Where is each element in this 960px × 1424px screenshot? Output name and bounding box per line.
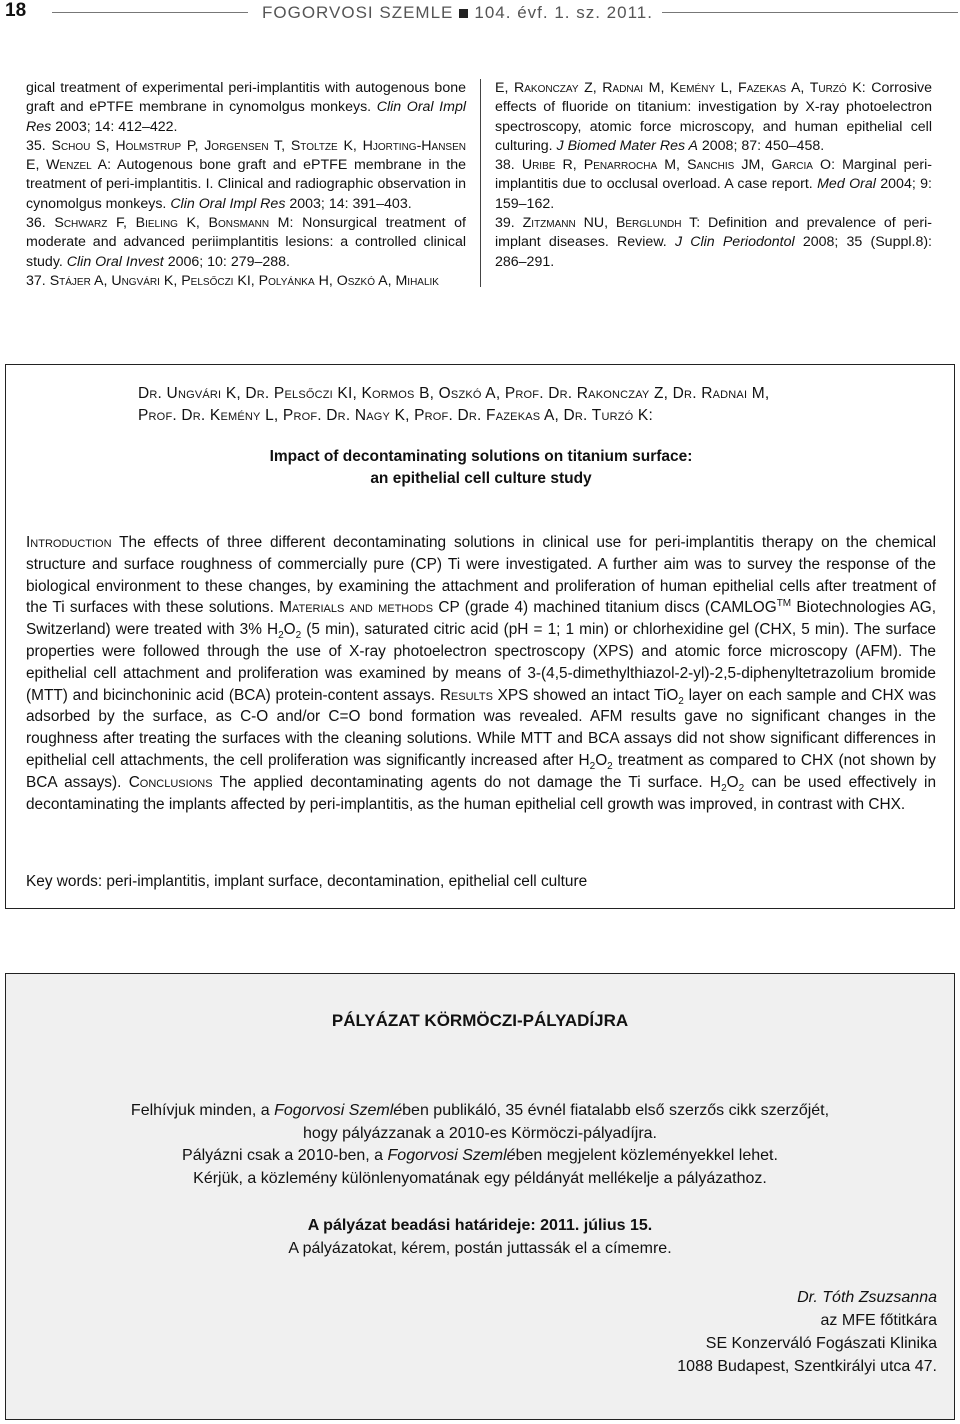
section-heading: Results (439, 686, 493, 704)
header-rule-right (662, 12, 958, 13)
mail-instruction: A pályázatokat, kérem, postán juttassák el a címemre. (288, 1239, 672, 1257)
abstract-body: Introduction The effects of three different decontaminating solutions in clinical use for peri-implantitis therapy on the chemical structure and surface roughness of commercially pure (CP) Ti were investigated. A further aim was to survey the response of the biological environment to these changes, by examining the attachment and proliferation of human epithelial cells after treatment of the Ti surfaces with these solutions. Materials and methods CP (grade 4) machined titanium discs (CAMLOG™ Biotechnologies AG, Switzerland) were treated with 3% $H_2O_2$ (5 min), saturated citric acid (pH = 1; 1 min) or chlorhexidine gel (CHX, 5 min). The surface properties were followed through the use of X-ray photoelectron spectroscopy (XPS) and atomic force microscopy (AFM). The epithelial cell attachment and proliferation was examined by means of 3-(4,5-dimethylthiazol-2-yl)-2,5-diphenyltetrazolium bromide (MTT) and bicinchoninic acid (BCA) protein-content assays. Results XPS showed an intact TiO$_2$ layer on each sample and CHX was adsorbed by the surface, as C-O and/or C=O bond formation was revealed. AFM results gave no significant changes in the roughness after treating the surfaces with the cleaning solutions. While MTT and BCA assays did not show significant differences in epithelial cell attachments, the cell proliferation was significantly increased after $H_2O_2$ treatment as compared to CHX (not shown by BCA assays). Conclusions The applied decontaminating agents do not damage the Ti surface. $H_2O_2$ can be used effectively in decontaminating the implants affected by peri-implantitis, as the human epithelial cell growth was improved, in contrast with CHX. (26, 534, 937, 813)
section-heading: Introduction (26, 534, 112, 551)
running-header (262, 2, 656, 24)
signature-org: SE Konzerváló Fogászati Klinika (705, 1335, 937, 1352)
prize-deadline (5, 1215, 955, 1260)
prize-title: PÁLYÁZAT KÖRMÖCZI-PÁLYADÍJRA (331, 1011, 629, 1030)
signature-address: 1088 Budapest, Szentkirályi utca 47. (677, 1358, 937, 1375)
references-left-column (26, 79, 466, 291)
signature-role: az MFE főtitkára (820, 1312, 937, 1329)
reference-item: E, Rakonczay Z, Radnai M, Kemény L, Fazekas A, Turzó K: Corrosive effects of fluoride on titanium: investigation by X-ray photoelectron spectroscopy, atomic force microscopy, and human epithelial cell culturing. J Biomed Mater Res A 2008; 87: 450–458. (495, 80, 932, 154)
column-divider (480, 79, 481, 287)
issue-info: 104. évf. 1. sz. 2011. (474, 3, 653, 22)
page-number: 18 (5, 0, 27, 21)
section-heading: Materials and methods (279, 599, 434, 617)
signature-block (560, 1286, 937, 1378)
journal-name: FOGORVOSI SZEMLE (262, 3, 454, 22)
section-heading: Conclusions (128, 773, 213, 791)
references-right-column (495, 79, 932, 272)
prize-body: Felhívjuk minden, a Fogorvosi Szemlében publikáló, 35 évnél fiatalabb első szerzős cikk szerzőjét, hogy pályázzanak a 2010-es Körmöczi-pályadíjra. Pályázni csak a 2010-ben, a Fogorvosi Szemlében megjelent közleményekkel lehet. Kérjük, a közlemény különlenyomatának egy példányát mellékelje a pályázathoz. (130, 1102, 830, 1187)
abstract-title: Impact of decontaminating solutions on titanium surface: an epithelial cell culture study (269, 448, 693, 487)
reference-item: gical treatment of experimental peri-implantitis with autogenous bone graft and ePTFE membrane in cynomolgus monkeys. Clin Oral Impl Res 2003; 14: 412–422. (26, 80, 466, 135)
reference-item: 38. Uribe R, Penarrocha M, Sanchis JM, Garcia O: Marginal peri-implantitis due to occlusal overload. A case report. Med Oral 2004; 9: 159–162. (495, 157, 932, 212)
header-rule-left (52, 12, 248, 13)
reference-item: 37. Stájer A, Ungvári K, Pelsőczi KI, Polyánka H, Oszkó A, Mihalik (26, 272, 439, 289)
square-bullet-icon (459, 9, 468, 18)
reference-item: 39. Zitzmann NU, Berglundh T: Definition and prevalence of peri-implant diseases. Review. J Clin Periodontol 2008; 35 (Suppl.8): 286–291. (495, 215, 932, 270)
keywords: Key words: peri-implantitis, implant surface, decontamination, epithelial cell culture (26, 873, 588, 890)
signature-name: Dr. Tóth Zsuzsanna (797, 1289, 937, 1306)
reference-item: 36. Schwarz F, Bieling K, Bonsmann M: Nonsurgical treatment of moderate and advanced periimplantitis lesions: a controlled clinical study. Clin Oral Invest 2006; 10: 279–288. (26, 215, 466, 270)
reference-item: 35. Schou S, Holmstrup P, Jorgensen T, Stoltze K, Hjorting-Hansen E, Wenzel A: Autogenous bone graft and ePTFE membrane in the treatment of peri-implantitis. I. Clinical and radiographic observation in cynomolgus monkeys. Clin Oral Impl Res 2003; 14: 391–403. (26, 137, 466, 212)
abstract-authors: Dr. Ungvári K, Dr. Pelsőczi KI, Kormos B, Oszkó A, Prof. Dr. Rakonczay Z, Dr. Radnai M, Prof. Dr. Kemény L, Prof. Dr. Nagy K, Prof. Dr. Fazekas A, Dr. Turzó K: (138, 385, 770, 424)
deadline-text: A pályázat beadási határideje: 2011. július 15. (307, 1217, 653, 1234)
